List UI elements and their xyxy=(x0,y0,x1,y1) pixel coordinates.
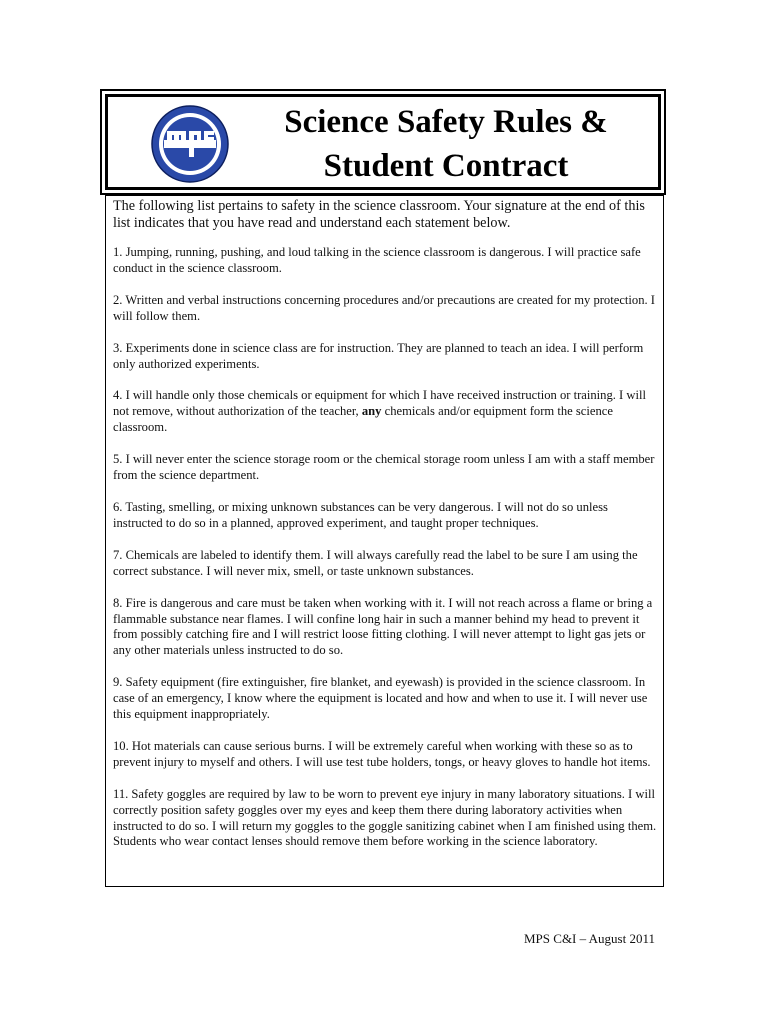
rule-4 xyxy=(113,388,657,436)
rule-10: 10. Hot materials can cause serious burns. I will be extremely careful when working with these so as to prevent injury to myself and others. I will use test tube holders, tongs, or heavy gloves to handle hot items. xyxy=(113,738,651,769)
rule-5: 5. I will never enter the science storage room or the chemical storage room unless I am with a staff member from the science department. xyxy=(113,452,655,483)
intro-paragraph: The following list pertains to safety in the science classroom. Your signature at the end of this list indicates that you have read and understand each statement below. xyxy=(113,198,645,231)
page-title xyxy=(240,100,652,188)
rule-8: 8. Fire is dangerous and care must be taken when working with it. I will not reach across a flame or bring a flammable substance near flames. I will confine long hair in such a manner behind my head to prevent it from possibly catching fire and I will restrict loose fitting clothing. I will never attempt to light gas jets or any other materials unless instructed to do so. xyxy=(113,595,653,658)
mps-logo-icon xyxy=(150,104,230,184)
title-line-2: Student Contract xyxy=(323,148,569,184)
rule-9: 9. Safety equipment (fire extinguisher, fire blanket, and eyewash) is provided in the science classroom. In case of an emergency, I know where the equipment is located and how and when to use it. I will never use this equipment inappropriately. xyxy=(113,675,648,722)
rules-box xyxy=(105,195,664,887)
header-frame xyxy=(100,89,666,195)
rule-3: 3. Experiments done in science class are for instruction. They are planned to teach an idea. I will perform only authorized experiments. xyxy=(113,340,644,371)
rule-11: 11. Safety goggles are required by law to be worn to prevent eye injury in many laboratory situations. I will correctly position safety goggles over my eyes and keep them there during laboratory activities when instructed to do so. I will return my goggles to the goggle sanitizing cabinet when I am finished using them. Students who wear contact lenses should remove them before working in the science laboratory. xyxy=(113,786,657,849)
rule-2: 2. Written and verbal instructions concerning procedures and/or precautions are created for my protection. I will follow them. xyxy=(113,292,655,323)
rule-4-bold-word: any xyxy=(361,404,382,419)
rule-6: 6. Tasting, smelling, or mixing unknown substances can be very dangerous. I will not do so unless instructed to do so in a planned, approved experiment, and taught proper techniques. xyxy=(113,499,608,530)
rule-7: 7. Chemicals are labeled to identify them. I will always carefully read the label to be sure I am using the correct substance. I will never mix, smell, or taste unknown substances. xyxy=(113,547,638,578)
title-line-1: Science Safety Rules & xyxy=(284,104,608,140)
rule-4-text-start: 4. I will handle only those chemicals or equipment for which I have received instruction or training. I will not remove, without authorization of the teacher, xyxy=(113,388,646,419)
rule-4-text-end: chemicals and/or equipment form the science classroom. xyxy=(113,404,613,435)
header-inner-frame xyxy=(105,94,661,190)
rule-1: 1. Jumping, running, pushing, and loud talking in the science classroom is dangerous. I will practice safe conduct in the science classroom. xyxy=(113,245,641,275)
footer-text: MPS C&I – August 2011 xyxy=(524,931,655,946)
